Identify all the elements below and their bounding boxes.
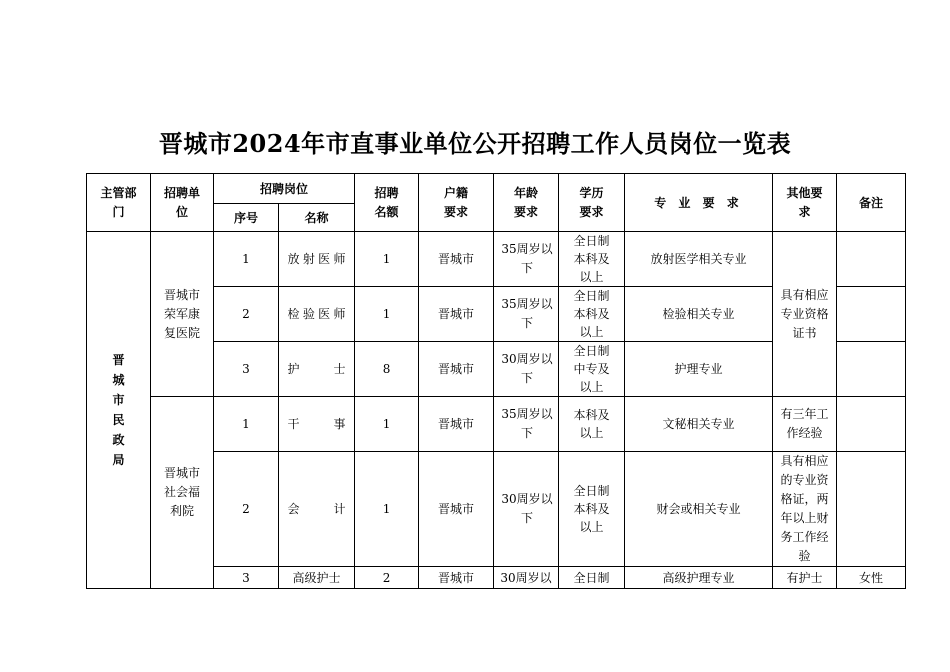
- hukou: 晋城市: [419, 397, 494, 452]
- age: 30周岁以: [494, 567, 559, 589]
- hukou: 晋城市: [419, 342, 494, 397]
- header-hukou: 户籍要求: [419, 174, 494, 232]
- header-unit: 招聘单位: [151, 174, 214, 232]
- hukou: 晋城市: [419, 232, 494, 287]
- remark: 女性: [837, 567, 906, 589]
- post-no: 2: [214, 287, 279, 342]
- post-no: 2: [214, 452, 279, 567]
- remark: [837, 397, 906, 452]
- post-no: 3: [214, 342, 279, 397]
- hukou: 晋城市: [419, 287, 494, 342]
- header-post-name: 名称: [279, 204, 355, 232]
- major: 文秘相关专业: [625, 397, 773, 452]
- major: 检验相关专业: [625, 287, 773, 342]
- document-title: 晋城市2024年市直事业单位公开招聘工作人员岗位一览表: [158, 129, 792, 158]
- count: 1: [355, 397, 419, 452]
- header-other: 其他要求: [773, 174, 837, 232]
- post-name: 会计: [279, 452, 355, 567]
- dept-cell: 晋城市民政局: [87, 232, 151, 589]
- hukou: 晋城市: [419, 567, 494, 589]
- age: 35周岁以下: [494, 287, 559, 342]
- age: 30周岁以下: [494, 342, 559, 397]
- other: 具有相应的专业资格证，两年以上财务工作经验: [773, 452, 837, 567]
- unit-cell-1: 晋城市荣军康复医院: [151, 232, 214, 397]
- table-row: [87, 232, 906, 287]
- header-post-no: 序号: [214, 204, 279, 232]
- major: 高级护理专业: [625, 567, 773, 589]
- other: 有护士: [773, 567, 837, 589]
- header-count: 招聘名额: [355, 174, 419, 232]
- header-dept: 主管部门: [87, 174, 151, 232]
- remark: [837, 287, 906, 342]
- post-name: 放射医师: [279, 232, 355, 287]
- remark: [837, 342, 906, 397]
- recruitment-table: [86, 173, 906, 589]
- post-no: 3: [214, 567, 279, 589]
- count: 1: [355, 287, 419, 342]
- header-major: 专 业 要 求: [625, 174, 773, 232]
- age: 30周岁以下: [494, 452, 559, 567]
- count: 2: [355, 567, 419, 589]
- post-name: 高级护士: [279, 567, 355, 589]
- unit1-other: 具有相应专业资格证书: [773, 232, 837, 397]
- age: 35周岁以下: [494, 397, 559, 452]
- hukou: 晋城市: [419, 452, 494, 567]
- table-row: [87, 397, 906, 452]
- edu: 全日制本科及以上: [559, 232, 625, 287]
- header-remark: 备注: [837, 174, 906, 232]
- major: 财会或相关专业: [625, 452, 773, 567]
- unit-cell-2: 晋城市社会福利院: [151, 397, 214, 589]
- post-name: 护士: [279, 342, 355, 397]
- header-post-group: 招聘岗位: [214, 174, 355, 204]
- edu: 全日制: [559, 567, 625, 589]
- major: 护理专业: [625, 342, 773, 397]
- post-no: 1: [214, 232, 279, 287]
- header-row-1: [87, 174, 906, 204]
- count: 1: [355, 452, 419, 567]
- header-edu: 学历要求: [559, 174, 625, 232]
- edu: 全日制本科及以上: [559, 452, 625, 567]
- age: 35周岁以下: [494, 232, 559, 287]
- header-age: 年龄要求: [494, 174, 559, 232]
- edu: 全日制本科及以上: [559, 287, 625, 342]
- other: 有三年工作经验: [773, 397, 837, 452]
- post-name: 干事: [279, 397, 355, 452]
- edu: 全日制中专及以上: [559, 342, 625, 397]
- post-name: 检验医师: [279, 287, 355, 342]
- edu: 本科及以上: [559, 397, 625, 452]
- count: 1: [355, 232, 419, 287]
- major: 放射医学相关专业: [625, 232, 773, 287]
- post-no: 1: [214, 397, 279, 452]
- remark: [837, 232, 906, 287]
- remark: [837, 452, 906, 567]
- count: 8: [355, 342, 419, 397]
